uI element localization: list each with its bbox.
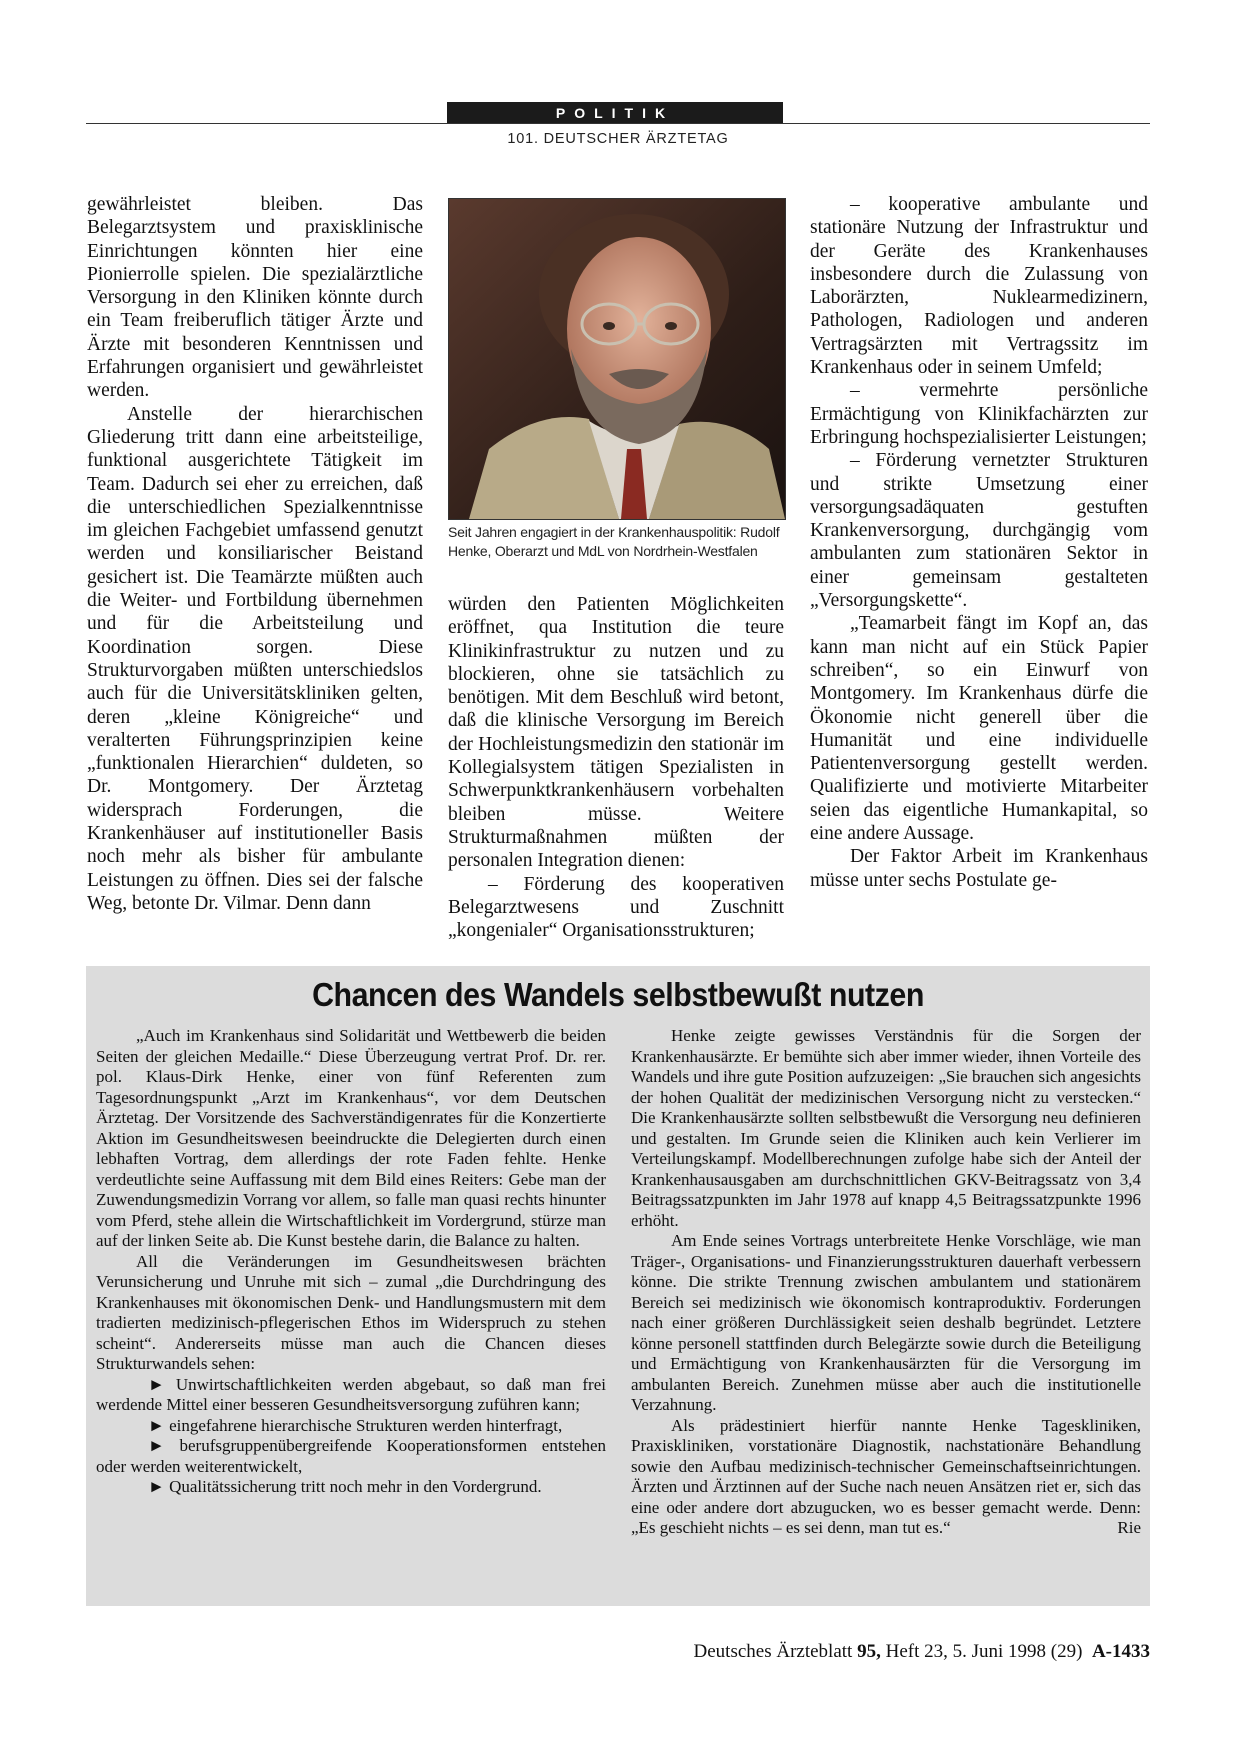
box-column-left — [96, 1026, 606, 1498]
bullet-item: ► Unwirtschaftlichkeiten werden abgebaut, so daß man frei werdende Mittel einer besseren Gesundheitsversorgung zuführen kann; — [96, 1374, 606, 1414]
column-left — [87, 193, 423, 915]
column-middle — [448, 593, 784, 942]
author-signature: Rie — [1117, 1518, 1141, 1537]
bullet-item: ► eingefahrene hierarchische Strukturen werden hinterfragt, — [148, 1415, 563, 1435]
paragraph: – Förderung vernetzter Strukturen und strikte Umsetzung einer versorgungsadäquaten gestuften Krankenversorgung, durchgängig vom ambulanten zum stationären Sektor in einer gemeinsam gestalteten „Versorgungskette“. — [810, 450, 1148, 612]
paragraph: – Förderung des kooperativen Belegarztwesens und Zuschnitt „kongenialer“ Organisationsstrukturen; — [448, 873, 784, 942]
bullet-item: ► Qualitätssicherung tritt noch mehr in den Vordergrund. — [148, 1477, 542, 1496]
paragraph: Als prädestiniert hierfür nannte Henke Tageskliniken, Praxiskliniken, vorstationäre Diagnostik, nachstationäre Behandlung sowie den Aufbau medizinisch-technischer Gemeinschaftseinrichtungen. Ärzten und Ärztinnen auf der Suche nach neuen Ansätzen riet er, sich das eine oder andere dort abzugucken, wo es besser gemacht werde. Denn: „Es geschieht nichts – es sei denn, man tut es.“ Rie — [631, 1415, 1141, 1537]
paragraph: Am Ende seines Vortrags unterbreitete Henke Vorschläge, wie man Träger-, Organisations- und Finanzierungsstrukturen dauerhaft verbessern könne. Die strikte Trennung zwischen ambulantem und stationärem Bereich sei medizinisch wie ökonomisch kontraproduktiv. Forderungen nach einer größeren Durchlässigkeit seien deshalb begründet. Letztere könne personell stattfinden durch Belegärzte sowie durch die Beteiligung und Ermächtigung von Krankenhausärzten für die Versorgung im ambulanten Bereich. Zunehmen müsse aber auch die institutionelle Verzahnung. — [631, 1231, 1141, 1414]
box-column-right — [631, 1026, 1141, 1539]
section-label: POLITIK — [447, 102, 783, 124]
photo-caption: Seit Jahren engagiert in der Krankenhauspolitik: Rudolf Henke, Oberarzt und MdL von Nordrhein-Westfalen — [448, 524, 780, 559]
volume: 95, — [857, 1641, 881, 1662]
portrait-photo — [448, 198, 786, 520]
portrait-image — [449, 199, 785, 519]
section-subtitle: 101. DEUTSCHER ÄRZTETAG — [507, 131, 729, 147]
issue-info: Heft 23, 5. Juni 1998 (29) — [885, 1641, 1083, 1662]
paragraph: „Teamarbeit fängt im Kopf an, das kann man nicht auf ein Stück Papier schreiben“, so ein Einwurf von Montgomery. Im Krankenhaus dürfe die Ökonomie nicht generell über die Humanität und eine individuelle Patientenversorgung gestellt werden. Qualifizierte und motivierte Mitarbeiter seien das eigentliche Humankapital, so eine andere Aussage. — [810, 613, 1148, 845]
bullet-arrow-icon: ► — [148, 1374, 165, 1394]
sidebar-box — [86, 966, 1150, 1606]
paragraph: All die Veränderungen im Gesundheitswesen brächten Verunsicherung und Unruhe mit sich – zumal „die Durchdringung des Krankenhauses mit ökonomischen Denk- und Handlungsmustern mit dem tradierten medizinisch-pflegerischen Ethos im Widerspruch zu stehen scheint“. Andererseits müsse man auch die Chancen dieses Strukturwandels sehen: — [96, 1251, 606, 1373]
bullet-arrow-icon: ► — [148, 1436, 165, 1455]
header-rule — [86, 123, 1150, 124]
bullet-arrow-icon: ► — [148, 1477, 165, 1496]
bullet-item: ► berufsgruppenübergreifende Kooperationsformen entstehen oder werden weiterentwickelt, — [96, 1436, 606, 1476]
paragraph: würden den Patienten Möglichkeiten eröffnet, qua Institution die teure Klinikinfrastruktur zu nutzen und zu blockieren, ohne sie tatsächlich zu benötigen. Mit dem Beschluß wird betont, daß die klinische Versorgung im Bereich der Hochleistungsmedizin den stationär im Kollegialsystem tätigen Spezialisten in Schwerpunktkrankenhäusern vorbehalten bleiben müsse. Weitere Strukturmaßnahmen müßten der personalen Integration dienen: — [448, 594, 784, 872]
paragraph: Henke zeigte gewisses Verständnis für die Sorgen der Krankenhausärzte. Er bemühte sich aber immer wieder, ihnen Vorteile des Wandels und ihre gute Position aufzuzeigen: „Sie brauchen sich angesichts der hohen Qualität der medizinischen Versorgung nicht zu verstecken.“ Die Krankenhausärzte sollten selbstbewußt die Versorgung neu definieren und gestalten. Im Grunde seien die Kliniken auch kein Verlierer im Verteilungskampf. Modellberechnungen zufolge habe sich der Anteil der Krankenhausausgaben am durchschnittlichen GKV-Beitragssatz von 3,4 Beitragssatzpunkten im Jahr 1978 auf knapp 4,5 Beitragssatzpunkte 1996 erhöht. — [631, 1026, 1141, 1230]
box-title: Chancen des Wandels selbstbewußt nutzen — [312, 976, 924, 1013]
paragraph: – vermehrte persönliche Ermächtigung von Klinikfachärzten zur Erbringung hochspezialisierter Leistungen; — [810, 380, 1148, 448]
bullet-arrow-icon: ► — [148, 1415, 165, 1435]
paragraph: gewährleistet bleiben. Das Belegarztsystem und praxisklinische Einrichtungen könnten hier eine Pionierrolle spielen. Die spezialärztliche Versorgung in den Kliniken könnte durch ein Team freiberuflich tätiger Ärzte und Ärzte mit besonderen Kenntnissen und Erfahrungen organisiert und gewährleistet werden. — [87, 194, 423, 402]
journal-name: Deutsches Ärzteblatt — [693, 1641, 853, 1662]
column-right — [810, 193, 1148, 892]
page-footer — [86, 1641, 1150, 1663]
page-number: A-1433 — [1091, 1641, 1150, 1662]
paragraph: Anstelle der hierarchischen Gliederung tritt dann eine arbeitsteilige, funktional ausgerichtete Tätigkeit im Team. Dadurch sei eher zu erreichen, daß die unterschiedlichen Spezialkenntnisse im gleichen Fachgebiet umfassend genutzt werden und konsiliarischer Beistand gesichert ist. Die Teamärzte müßten auch die Weiter- und Fortbildung übernehmen und für die Arbeitsteilung und Koordination sorgen. Diese Strukturvorgaben müßten unterschiedslos auch für die Universitätskliniken gelten, deren „kleine Königreiche“ und veralterten Führungsprinzipien keine „funktionalen Hierarchien“ duldeten, so Dr. Montgomery. Der Ärztetag widersprach Forderungen, die Krankenhäuser auf institutioneller Basis noch mehr als bisher für ambulante Leistungen zu öffnen. Dies sei der falsche Weg, betonte Dr. Vilmar. Denn dann — [87, 403, 423, 914]
paragraph: „Auch im Krankenhaus sind Solidarität und Wettbewerb die beiden Seiten der gleichen Medaille.“ Diese Überzeugung vertrat Prof. Dr. rer. pol. Klaus-Dirk Henke, einer von fünf Referenten zum Tagesordnungspunkt „Arzt im Krankenhaus“, vor dem Deutschen Ärztetag. Der Vorsitzende des Sachverständigenrates für die Konzertierte Aktion im Gesundheitswesen beeindruckte die Delegierten durch einen lebhaften Vortrag, dem allerdings der rote Faden fehlte. Henke verdeutlichte seine Auffassung mit dem Bild eines Reiters: Gebe man der Zuwendungsmedizin Vorrang vor allem, so falle man quasi rechts hinunter vom Pferd, stehe allein die Wirtschaftlichkeit im Vordergrund, stürze man auf der linken Seite ab. Die Kunst bestehe darin, die Balance zu halten. — [96, 1026, 606, 1250]
paragraph: Der Faktor Arbeit im Krankenhaus müsse unter sechs Postulate ge- — [810, 846, 1148, 891]
paragraph: – kooperative ambulante und stationäre Nutzung der Infrastruktur und der Geräte des Krankenhauses insbesondere durch die Zulassung von Laborärzten, Nuklearmedizinern, Pathologen, Radiologen und anderen Vertragsärzten mit Vertragssitz im Krankenhaus oder in seinem Umfeld; — [810, 194, 1148, 379]
